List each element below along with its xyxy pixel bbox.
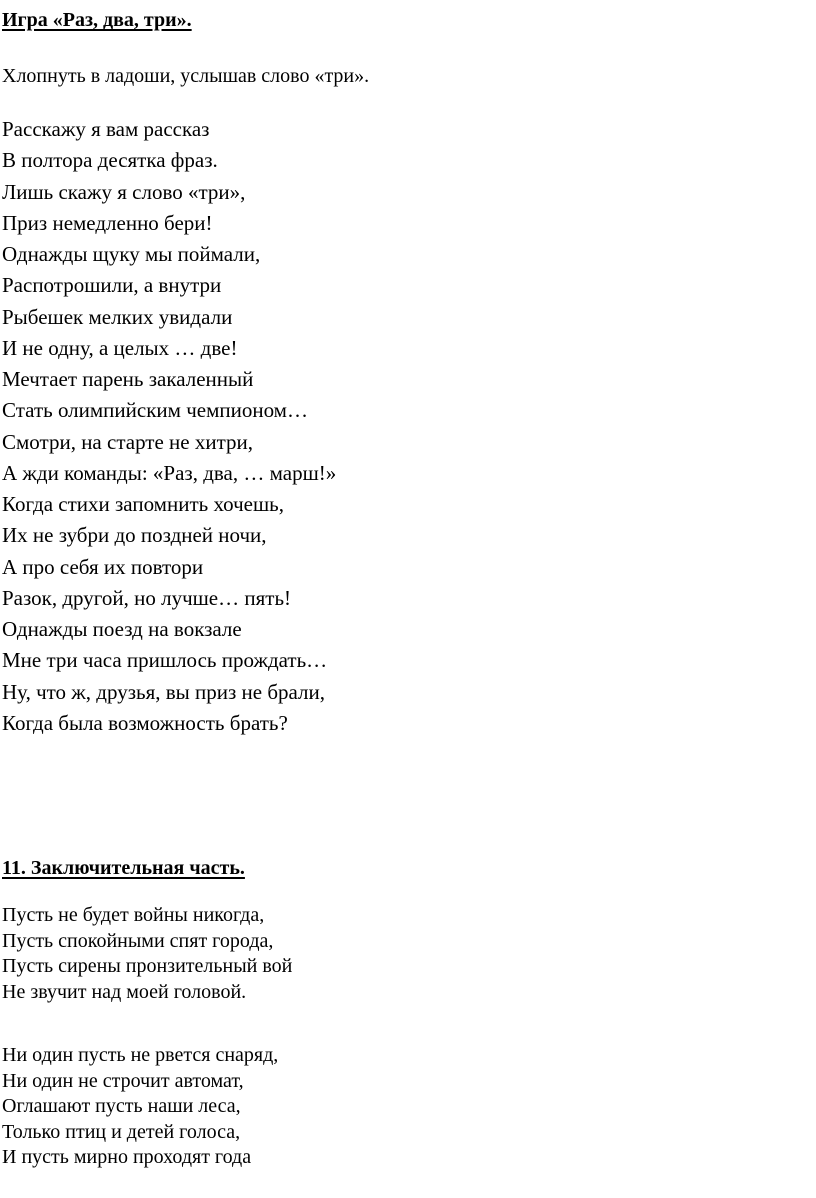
poem-line: Пусть не будет войны никогда, xyxy=(2,904,265,926)
poem-line: Когда стихи запомнить хочешь, xyxy=(2,492,284,516)
poem-line: В полтора десятка фраз. xyxy=(2,148,218,173)
poem-line: Когда была возможность брать? xyxy=(2,710,288,735)
poem-line: Смотри, на старте не хитри, xyxy=(2,429,254,454)
poem-line: И не одну, а целых … две! xyxy=(2,335,238,360)
poem-line: Ни один пусть не рвется снаряд, xyxy=(2,1044,279,1066)
poem-line: Ну, что ж, друзья, вы приз не брали, xyxy=(2,679,325,704)
poem-line: Распотрошили, а внутри xyxy=(2,273,222,298)
poem-line: Только птиц и детей голоса, xyxy=(2,1120,241,1143)
poem-line: Лишь скажу я слово «три», xyxy=(2,179,246,204)
poem-line: Мне три часа пришлось прождать… xyxy=(2,648,328,673)
poem-line: Стать олимпийским чемпионом… xyxy=(2,398,308,423)
poem-line: А про себя их повтори xyxy=(2,554,204,579)
poem-line: И пусть мирно проходят года xyxy=(2,1146,252,1168)
poem-line: Приз немедленно бери! xyxy=(2,210,213,235)
poem-line: Однажды поезд на вокзале xyxy=(2,617,242,641)
game-title: Игра «Раз, два, три». xyxy=(2,9,192,31)
poem-line: Пусть сирены пронзительный вой xyxy=(2,955,293,977)
game-instruction: Хлопнуть в ладоши, услышав слово «три». xyxy=(2,65,370,87)
poem-line: Пусть спокойными спят города, xyxy=(2,929,274,952)
poem-line: Их не зубри до поздней ночи, xyxy=(2,523,267,548)
poem-line: Ни один не строчит автомат, xyxy=(2,1069,244,1092)
poem-line: Рыбешек мелких увидали xyxy=(2,304,233,329)
game-poem xyxy=(2,114,336,739)
poem-line: Расскажу я вам рассказ xyxy=(2,117,210,141)
poem-line: Разок, другой, но лучше… пять! xyxy=(2,585,292,610)
final-section-title: 11. Заключительная часть. xyxy=(2,857,245,879)
final-stanza-1 xyxy=(2,903,292,1005)
poem-line: Мечтает парень закаленный xyxy=(2,367,254,391)
poem-line: Не звучит над моей головой. xyxy=(2,980,247,1003)
poem-line: Однажды щуку мы поймали, xyxy=(2,242,261,266)
final-stanza-2 xyxy=(2,1043,278,1171)
poem-line: Оглашают пусть наши леса, xyxy=(2,1095,241,1117)
poem-line: А жди команды: «Раз, два, … марш!» xyxy=(2,460,337,485)
